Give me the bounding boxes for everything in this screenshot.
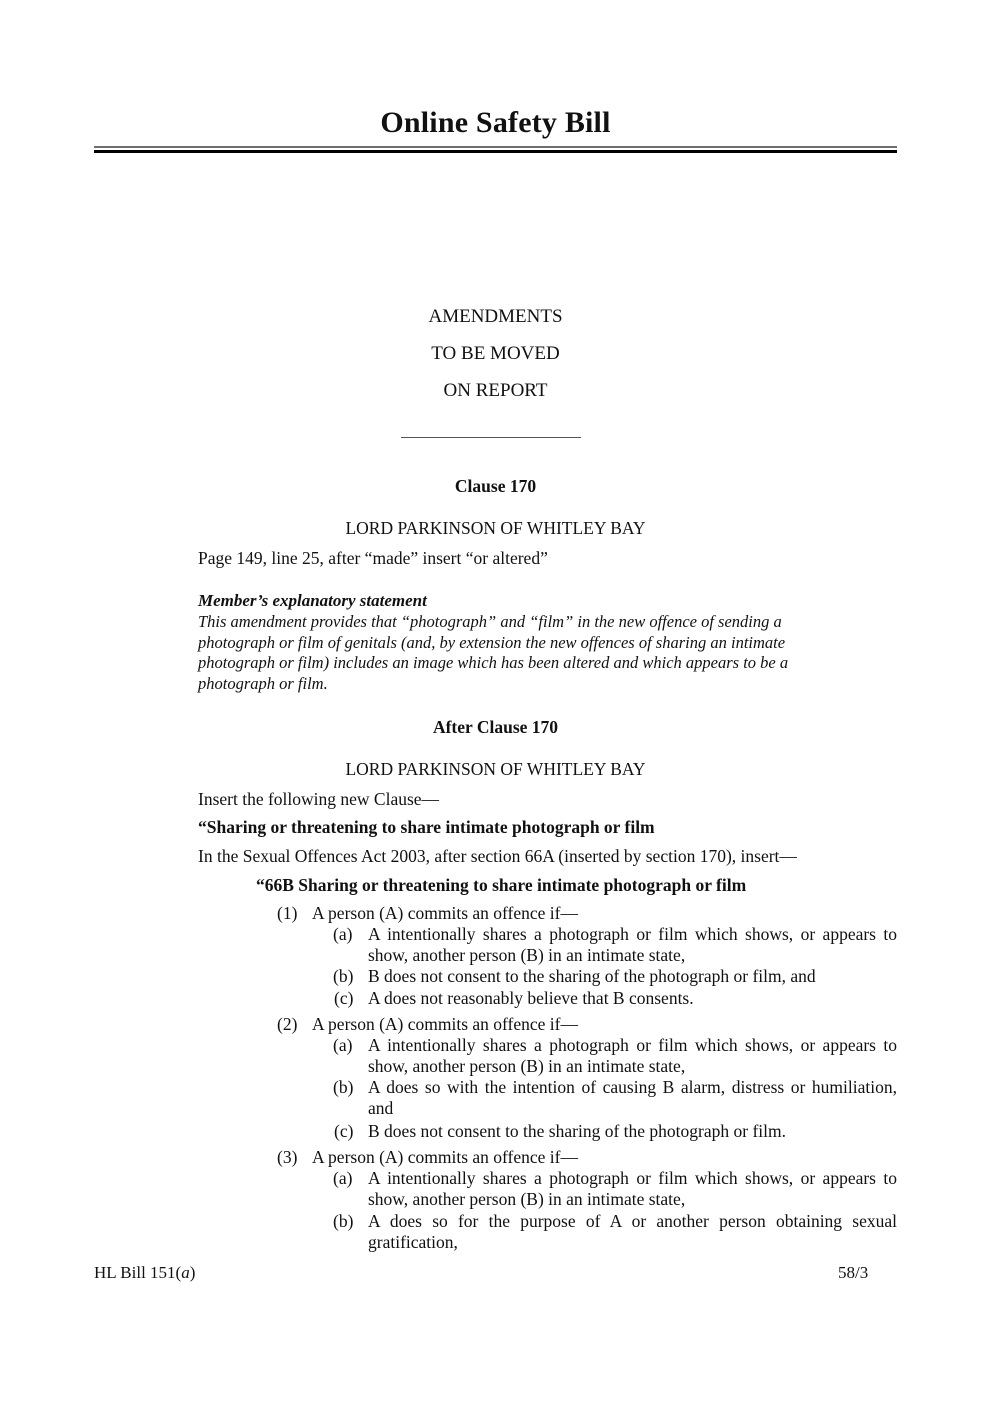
- lead-in-text: In the Sexual Offences Act 2003, after section 66A (inserted by section 170), insert—: [198, 846, 797, 866]
- para-2b-text: A does so with the intention of causing B alarm, distress or humiliation, and: [368, 1077, 897, 1118]
- para-3a-num: (a): [333, 1168, 353, 1188]
- subsection-1-num: (1): [277, 903, 298, 923]
- title-rule-thin: [94, 146, 897, 148]
- subsection-2-num: (2): [277, 1014, 298, 1034]
- page-reference: 58/3: [838, 1263, 869, 1282]
- para-1b-num: (b): [333, 966, 354, 986]
- cover-divider: [401, 437, 581, 438]
- document-title: Online Safety Bill: [380, 106, 611, 139]
- bill-reference-close: ): [189, 1263, 196, 1282]
- bill-reference-suffix-letter: a: [181, 1263, 190, 1282]
- clause-heading: Clause 170: [454, 476, 537, 496]
- subsection-3-text: A person (A) commits an offence if—: [312, 1147, 578, 1167]
- insert-instruction: Insert the following new Clause—: [198, 789, 440, 809]
- amendment-instruction: Page 149, line 25, after “made” insert “or altered”: [198, 548, 548, 568]
- cover-line-1: AMENDMENTS: [428, 306, 563, 327]
- para-1a-num: (a): [333, 924, 353, 944]
- para-3b-text: A does so for the purpose of A or another person obtaining sexual gratification,: [368, 1211, 897, 1252]
- cover-line-2: TO BE MOVED: [431, 343, 560, 364]
- para-2c-num: (c): [334, 1121, 354, 1141]
- bill-reference-prefix: HL Bill 151(: [94, 1263, 182, 1282]
- para-2c-text: B does not consent to the sharing of the photograph or film.: [368, 1121, 786, 1141]
- para-1c-num: (c): [334, 988, 354, 1008]
- para-3a-text: A intentionally shares a photograph or film which shows, or appears to show, another person (B) in an intimate state,: [368, 1168, 897, 1209]
- para-1a-text: A intentionally shares a photograph or film which shows, or appears to show, another person (B) in an intimate state,: [368, 924, 897, 965]
- subsection-1-text: A person (A) commits an offence if—: [312, 903, 578, 923]
- para-2a-num: (a): [333, 1035, 353, 1055]
- para-2a-text: A intentionally shares a photograph or film which shows, or appears to show, another person (B) in an intimate state,: [368, 1035, 897, 1076]
- subsection-2-text: A person (A) commits an offence if—: [312, 1014, 578, 1034]
- subsection-3-num: (3): [277, 1147, 298, 1167]
- new-clause-title: “Sharing or threatening to share intimate photograph or film: [198, 817, 655, 837]
- member-name: LORD PARKINSON OF WHITLEY BAY: [345, 518, 646, 538]
- member-name-2: LORD PARKINSON OF WHITLEY BAY: [345, 759, 646, 779]
- para-2b-num: (b): [333, 1077, 354, 1097]
- section-title: “66B Sharing or threatening to share intimate photograph or film: [256, 875, 747, 895]
- clause-heading-after: After Clause 170: [432, 717, 559, 737]
- cover-line-3: ON REPORT: [443, 380, 548, 401]
- explanatory-statement-heading: Member’s explanatory statement: [198, 591, 427, 610]
- bill-reference: [94, 1263, 195, 1283]
- title-rule-thick: [94, 150, 897, 153]
- para-3b-num: (b): [333, 1211, 354, 1231]
- explanatory-statement-text: This amendment provides that “photograph” and “film” in the new offence of sending a photograph or film of genitals (and, by extension the new offences of sharing an intimate photograph or film) includes an image which has been altered and which appears to be a photograph or film.: [198, 612, 789, 693]
- para-1b-text: B does not consent to the sharing of the photograph or film, and: [368, 966, 816, 986]
- para-1c-text: A does not reasonably believe that B consents.: [368, 988, 694, 1008]
